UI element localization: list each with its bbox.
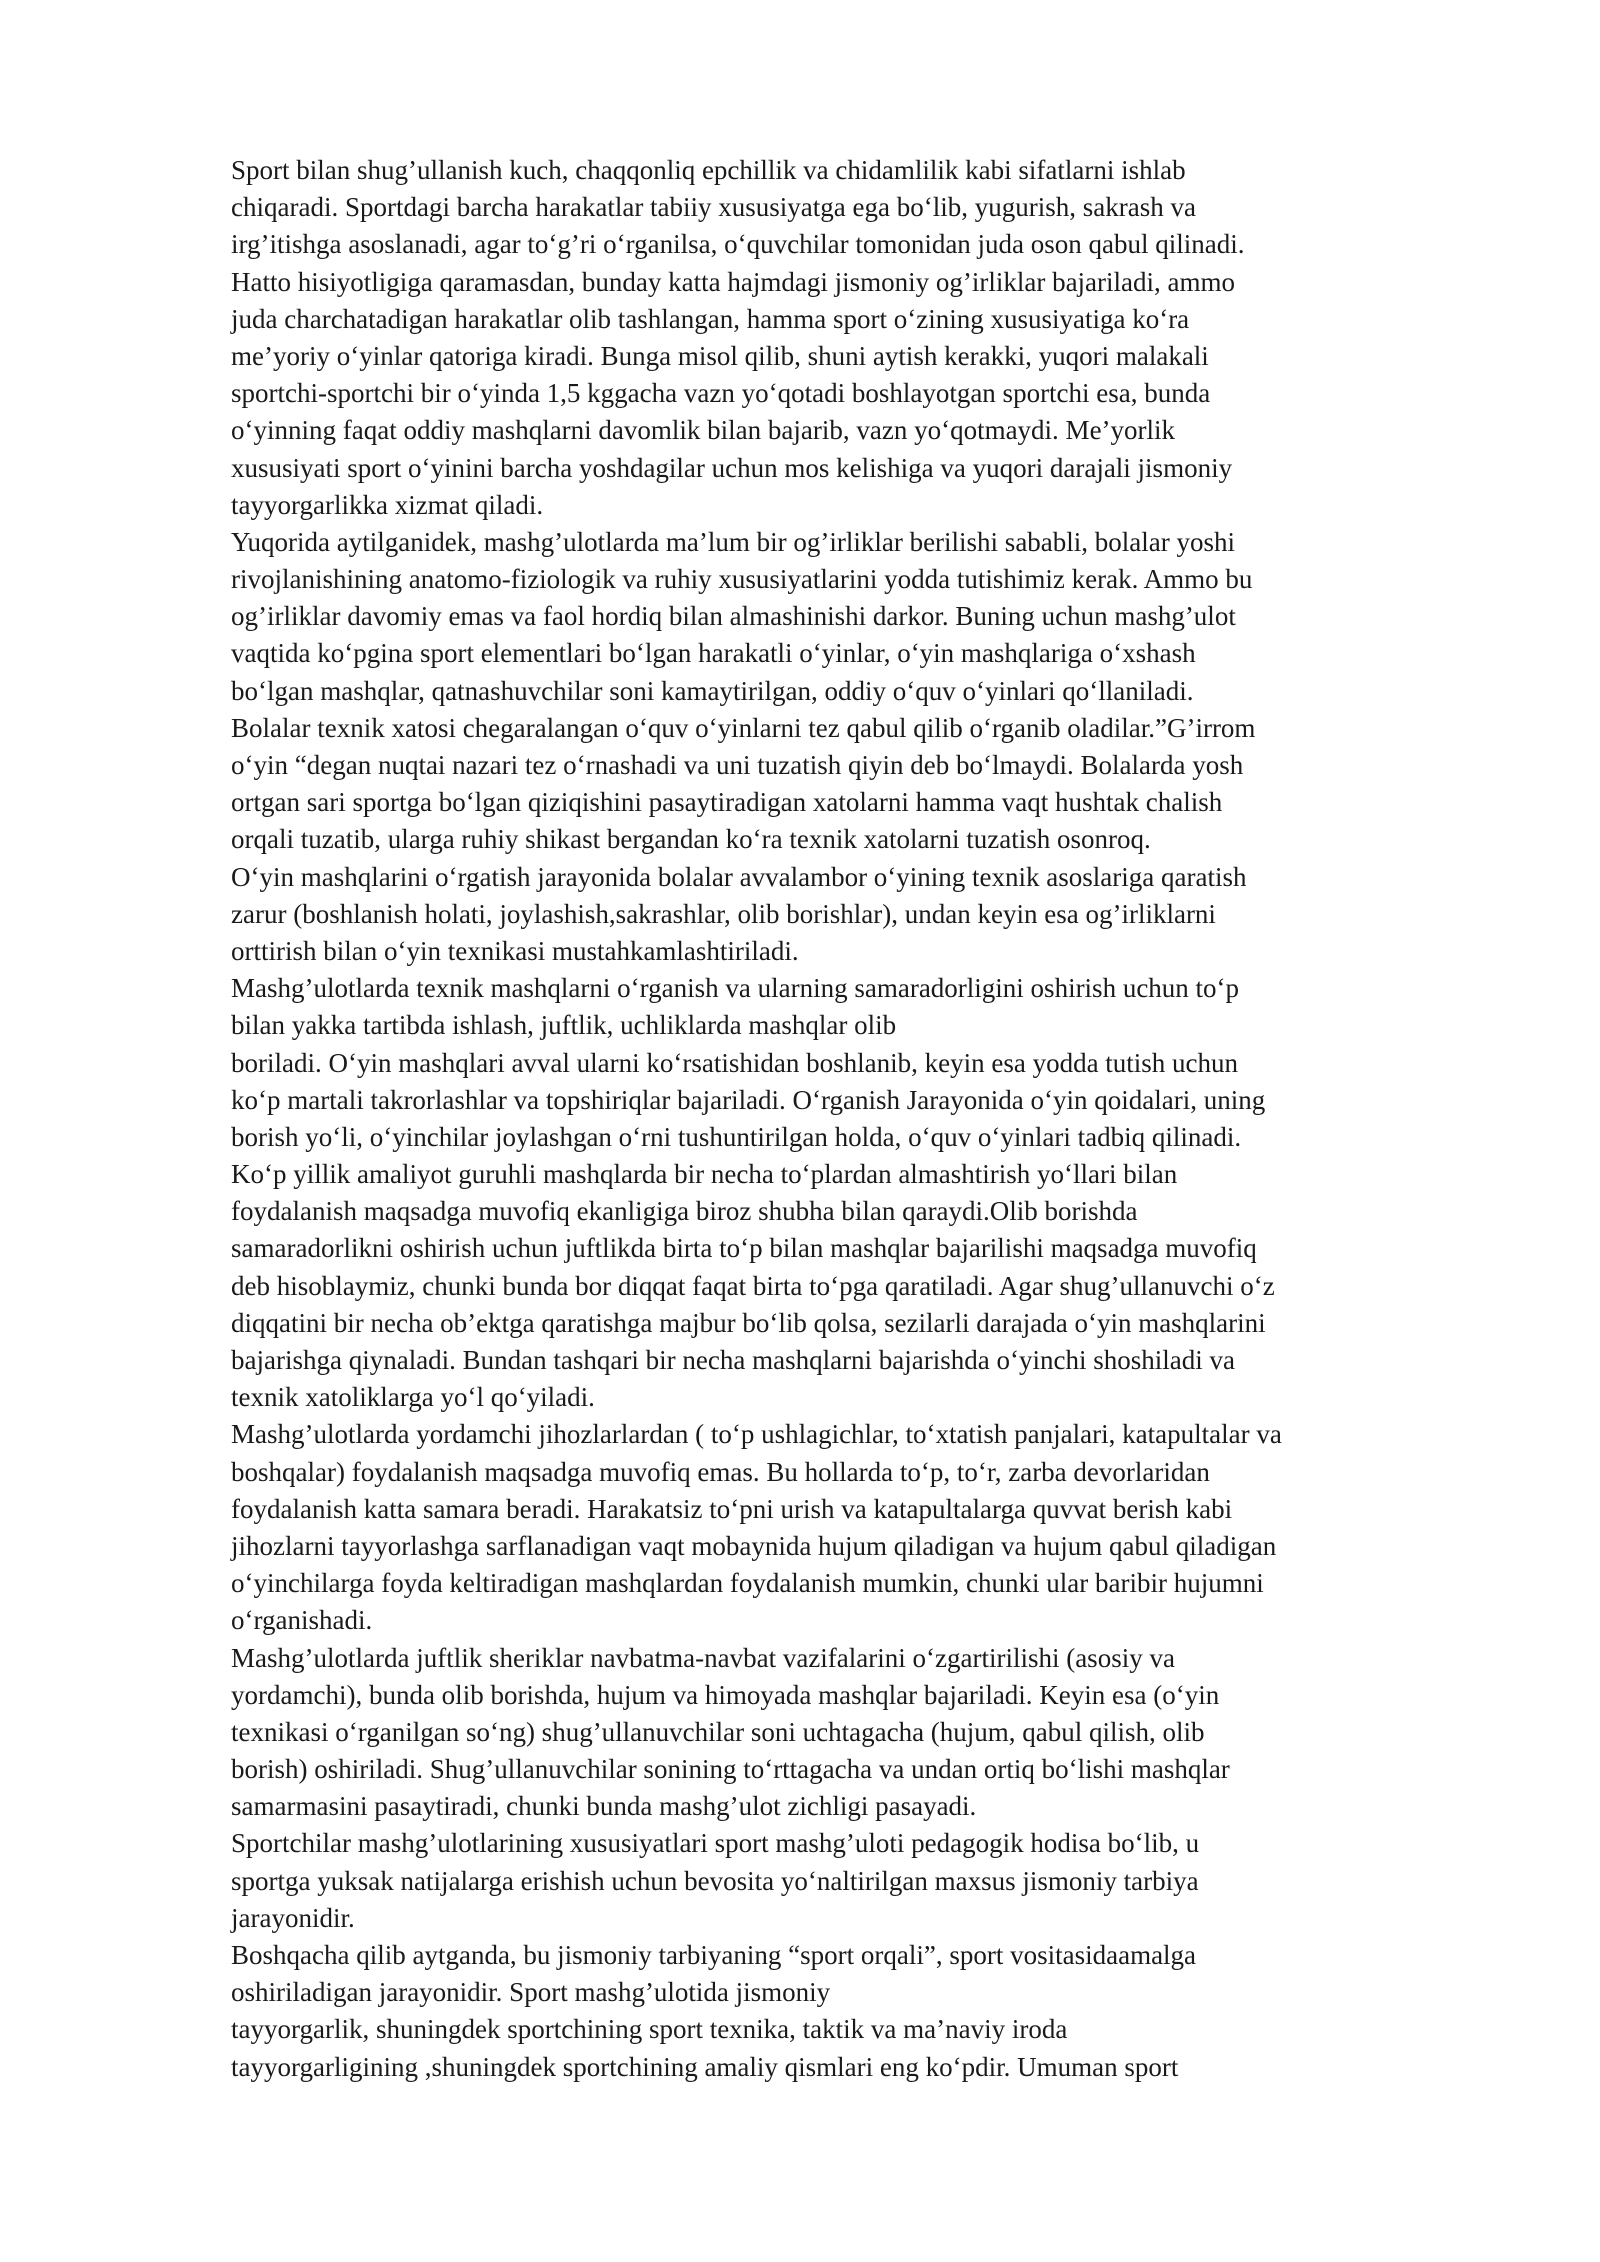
text-line: Boshqacha qilib aytganda, bu jismoniy tarbiyaning “sport orqali”, sport vositasidaamalga	[231, 1940, 1197, 1970]
text-line: chiqaradi. Sportdagi barcha harakatlar tabiiy xususiyatga ega bo‘lib, yugurish, sakrash va	[231, 192, 1196, 223]
text-line: samarmasini pasaytiradi, chunki bunda mashg’ulot zichligi pasayadi.	[231, 1791, 977, 1822]
text-line: diqqatini bir necha ob’ektga qaratishga majbur bo‘lib qolsa, sezilarli darajada o‘yin mashqlarini	[231, 1307, 1266, 1338]
text-line: o‘yinchilarga foyda keltiradigan mashqlardan foydalanish mumkin, chunki ular baribir hujumni	[231, 1568, 1264, 1599]
text-line: bo‘lgan mashqlar, qatnashuvchilar soni kamaytirilgan, oddiy o‘quv o‘yinlari qo‘llaniladi.	[231, 675, 1194, 706]
document-body	[231, 152, 1531, 2086]
text-line: juda charchatadigan harakatlar olib tashlangan, hamma sport o‘zining xususiyatiga ko‘ra	[231, 303, 1190, 334]
text-line: tayyorgarligining ,shuningdek sportchining amaliy qismlari eng ko‘pdir. Umuman sport	[231, 2051, 1179, 2082]
text-line: samaradorlikni oshirish uchun juftlikda birta to‘p bilan mashqlar bajarilishi maqsadga muvofiq	[231, 1233, 1257, 1264]
text-line: jarayonidir.	[231, 1902, 355, 1933]
text-line: sportchi-sportchi bir o‘yinda 1,5 kggacha vazn yo‘qotadi boshlayotgan sportchi esa, bunda	[231, 378, 1211, 409]
text-line: tayyorgarlikka xizmat qiladi.	[231, 489, 544, 520]
text-line: Bolalar texnik xatosi chegaralangan o‘quv o‘yinlarni tez qabul qilib o‘rganib oladilar.”G’irrom	[231, 712, 1256, 743]
text-line: vaqtida ko‘pgina sport elementlari bo‘lgan harakatli o‘yinlar, o‘yin mashqlariga o‘xshash	[231, 638, 1196, 669]
text-line: oshiriladigan jarayonidir. Sport mashg’ulotida jismoniy	[231, 1977, 831, 2008]
text-line: rivojlanishining anatomo-fiziologik va ruhiy xususiyatlarini yodda tutishimiz kerak. Ammo bu	[231, 564, 1253, 595]
text-line: foydalanish katta samara beradi. Harakatsiz to‘pni urish va katapultalarga quvvat berish kabi	[231, 1493, 1233, 1524]
text-line: texnikasi o‘rganilgan so‘ng) shug’ullanuvchilar soni uchtagacha (hujum, qabul qilish, olib	[231, 1716, 1205, 1747]
text-line: irg’itishga asoslanadi, agar to‘g’ri o‘rganilsa, o‘quvchilar tomonidan juda oson qabul qilinadi.	[231, 229, 1245, 260]
text-line: Mashg’ulotlarda juftlik sheriklar navbatma-navbat vazifalarini o‘zgartirilishi (asosiy va	[231, 1642, 1175, 1673]
text-line: boshqalar) foydalanish maqsadga muvofiq emas. Bu hollarda to‘p, to‘r, zarba devorlaridan	[231, 1456, 1210, 1487]
text-line: O‘yin mashqlarini o‘rgatish jarayonida bolalar avvalambor o‘yining texnik asoslariga qaratish	[231, 861, 1247, 892]
text-line: borish) oshiriladi. Shug’ullanuvchilar sonining to‘rttagacha va undan ortiq bo‘lishi mashqlar	[231, 1754, 1230, 1785]
text-line: Sport bilan shug’ullanish kuch, chaqqonliq epchillik va chidamlilik kabi sifatlarni ishlab	[231, 155, 1186, 185]
text-line: borish yo‘li, o‘yinchilar joylashgan o‘rni tushuntirilgan holda, o‘quv o‘yinlari tadbiq qilinadi.	[231, 1121, 1242, 1152]
text-line: me’yoriy o‘yinlar qatoriga kiradi. Bunga misol qilib, shuni aytish kerakki, yuqori malakali	[231, 340, 1209, 371]
text-line: foydalanish maqsadga muvofiq ekanligiga biroz shubha bilan qaraydi.Olib borishda	[231, 1196, 1138, 1227]
text-line: Ko‘p yillik amaliyot guruhli mashqlarda bir necha to‘plardan almashtirish yo‘llari bilan	[231, 1159, 1178, 1190]
text-line: Yuqorida aytilganidek, mashg’ulotlarda ma’lum bir og’irliklar berilishi sababli, bolalar yoshi	[231, 526, 1236, 557]
text-line: deb hisoblaymiz, chunki bunda bor diqqat faqat birta to‘pga qaratiladi. Agar shug’ullanuvchi o‘z	[231, 1270, 1275, 1301]
text-line: o‘yin “degan nuqtai nazari tez o‘rnashadi va uni tuzatish qiyin deb bo‘lmaydi. Bolalarda yosh	[231, 750, 1244, 780]
text-line: ko‘p martali takrorlashlar va topshiriqlar bajariladi. O‘rganish Jarayonida o‘yin qoidalari, uning	[231, 1084, 1266, 1115]
text-line: yordamchi), bunda olib borishda, hujum va himoyada mashqlar bajariladi. Keyin esa (o‘yin	[231, 1679, 1220, 1710]
text-line: Mashg’ulotlarda yordamchi jihozlarlardan ( to‘p ushlagichlar, to‘xtatish panjalari, katapultalar va	[231, 1419, 1282, 1450]
text-line: bajarishga qiynaladi. Bundan tashqari bir necha mashqlarni bajarishda o‘yinchi shoshiladi va	[231, 1345, 1235, 1375]
text-line: zarur (boshlanish holati, joylashish,sakrashlar, olib borishlar), undan keyin esa og’irliklarni	[231, 898, 1216, 929]
text-line: Sportchilar mashg’ulotlarining xususiyatlari sport mashg’uloti pedagogik hodisa bo‘lib, u	[231, 1828, 1200, 1859]
text-line: jihozlarni tayyorlashga sarflanadigan vaqt mobaynida hujum qiladigan va hujum qabul qiladigan	[231, 1530, 1277, 1561]
text-line: Mashg’ulotlarda texnik mashqlarni o‘rganish va ularning samaradorligini oshirish uchun to‘p	[231, 973, 1240, 1004]
text-line: og’irliklar davomiy emas va faol hordiq bilan almashinishi darkor. Buning uchun mashg’ulot	[231, 601, 1236, 632]
text-line: xususiyati sport o‘yinini barcha yoshdagilar uchun mos kelishiga va yuqori darajali jismoniy	[231, 452, 1233, 483]
text-line: tayyorgarlik, shuningdek sportchining sport texnika, taktik va ma’naviy iroda	[231, 2014, 1068, 2045]
text-line: Hatto hisiyotligiga qaramasdan, bunday katta hajmdagi jismoniy og’irliklar bajariladi, ammo	[231, 266, 1236, 297]
text-line: boriladi. O‘yin mashqlari avval ularni ko‘rsatishidan boshlanib, keyin esa yodda tutish uchun	[231, 1047, 1239, 1078]
text-line: orqali tuzatib, ularga ruhiy shikast bergandan ko‘ra texnik xatolarni tuzatish osonroq.	[231, 824, 1151, 855]
text-line: o‘rganishadi.	[231, 1605, 373, 1636]
text-line: bilan yakka tartibda ishlash, juftlik, uchliklarda mashqlar olib	[231, 1010, 897, 1041]
text-line: o‘yinning faqat oddiy mashqlarni davomlik bilan bajarib, vazn yo‘qotmaydi. Me’yorlik	[231, 415, 1176, 446]
text-line: orttirish bilan o‘yin texnikasi mustahkamlashtiriladi.	[231, 935, 799, 966]
text-line: sportga yuksak natijalarga erishish uchun bevosita yo‘naltirilgan maxsus jismoniy tarbiya	[231, 1865, 1199, 1896]
text-line: ortgan sari sportga bo‘lgan qiziqishini pasaytiradigan xatolarni hamma vaqt hushtak chalish	[231, 787, 1223, 818]
text-line: texnik xatoliklarga yo‘l qo‘yiladi.	[231, 1382, 595, 1413]
